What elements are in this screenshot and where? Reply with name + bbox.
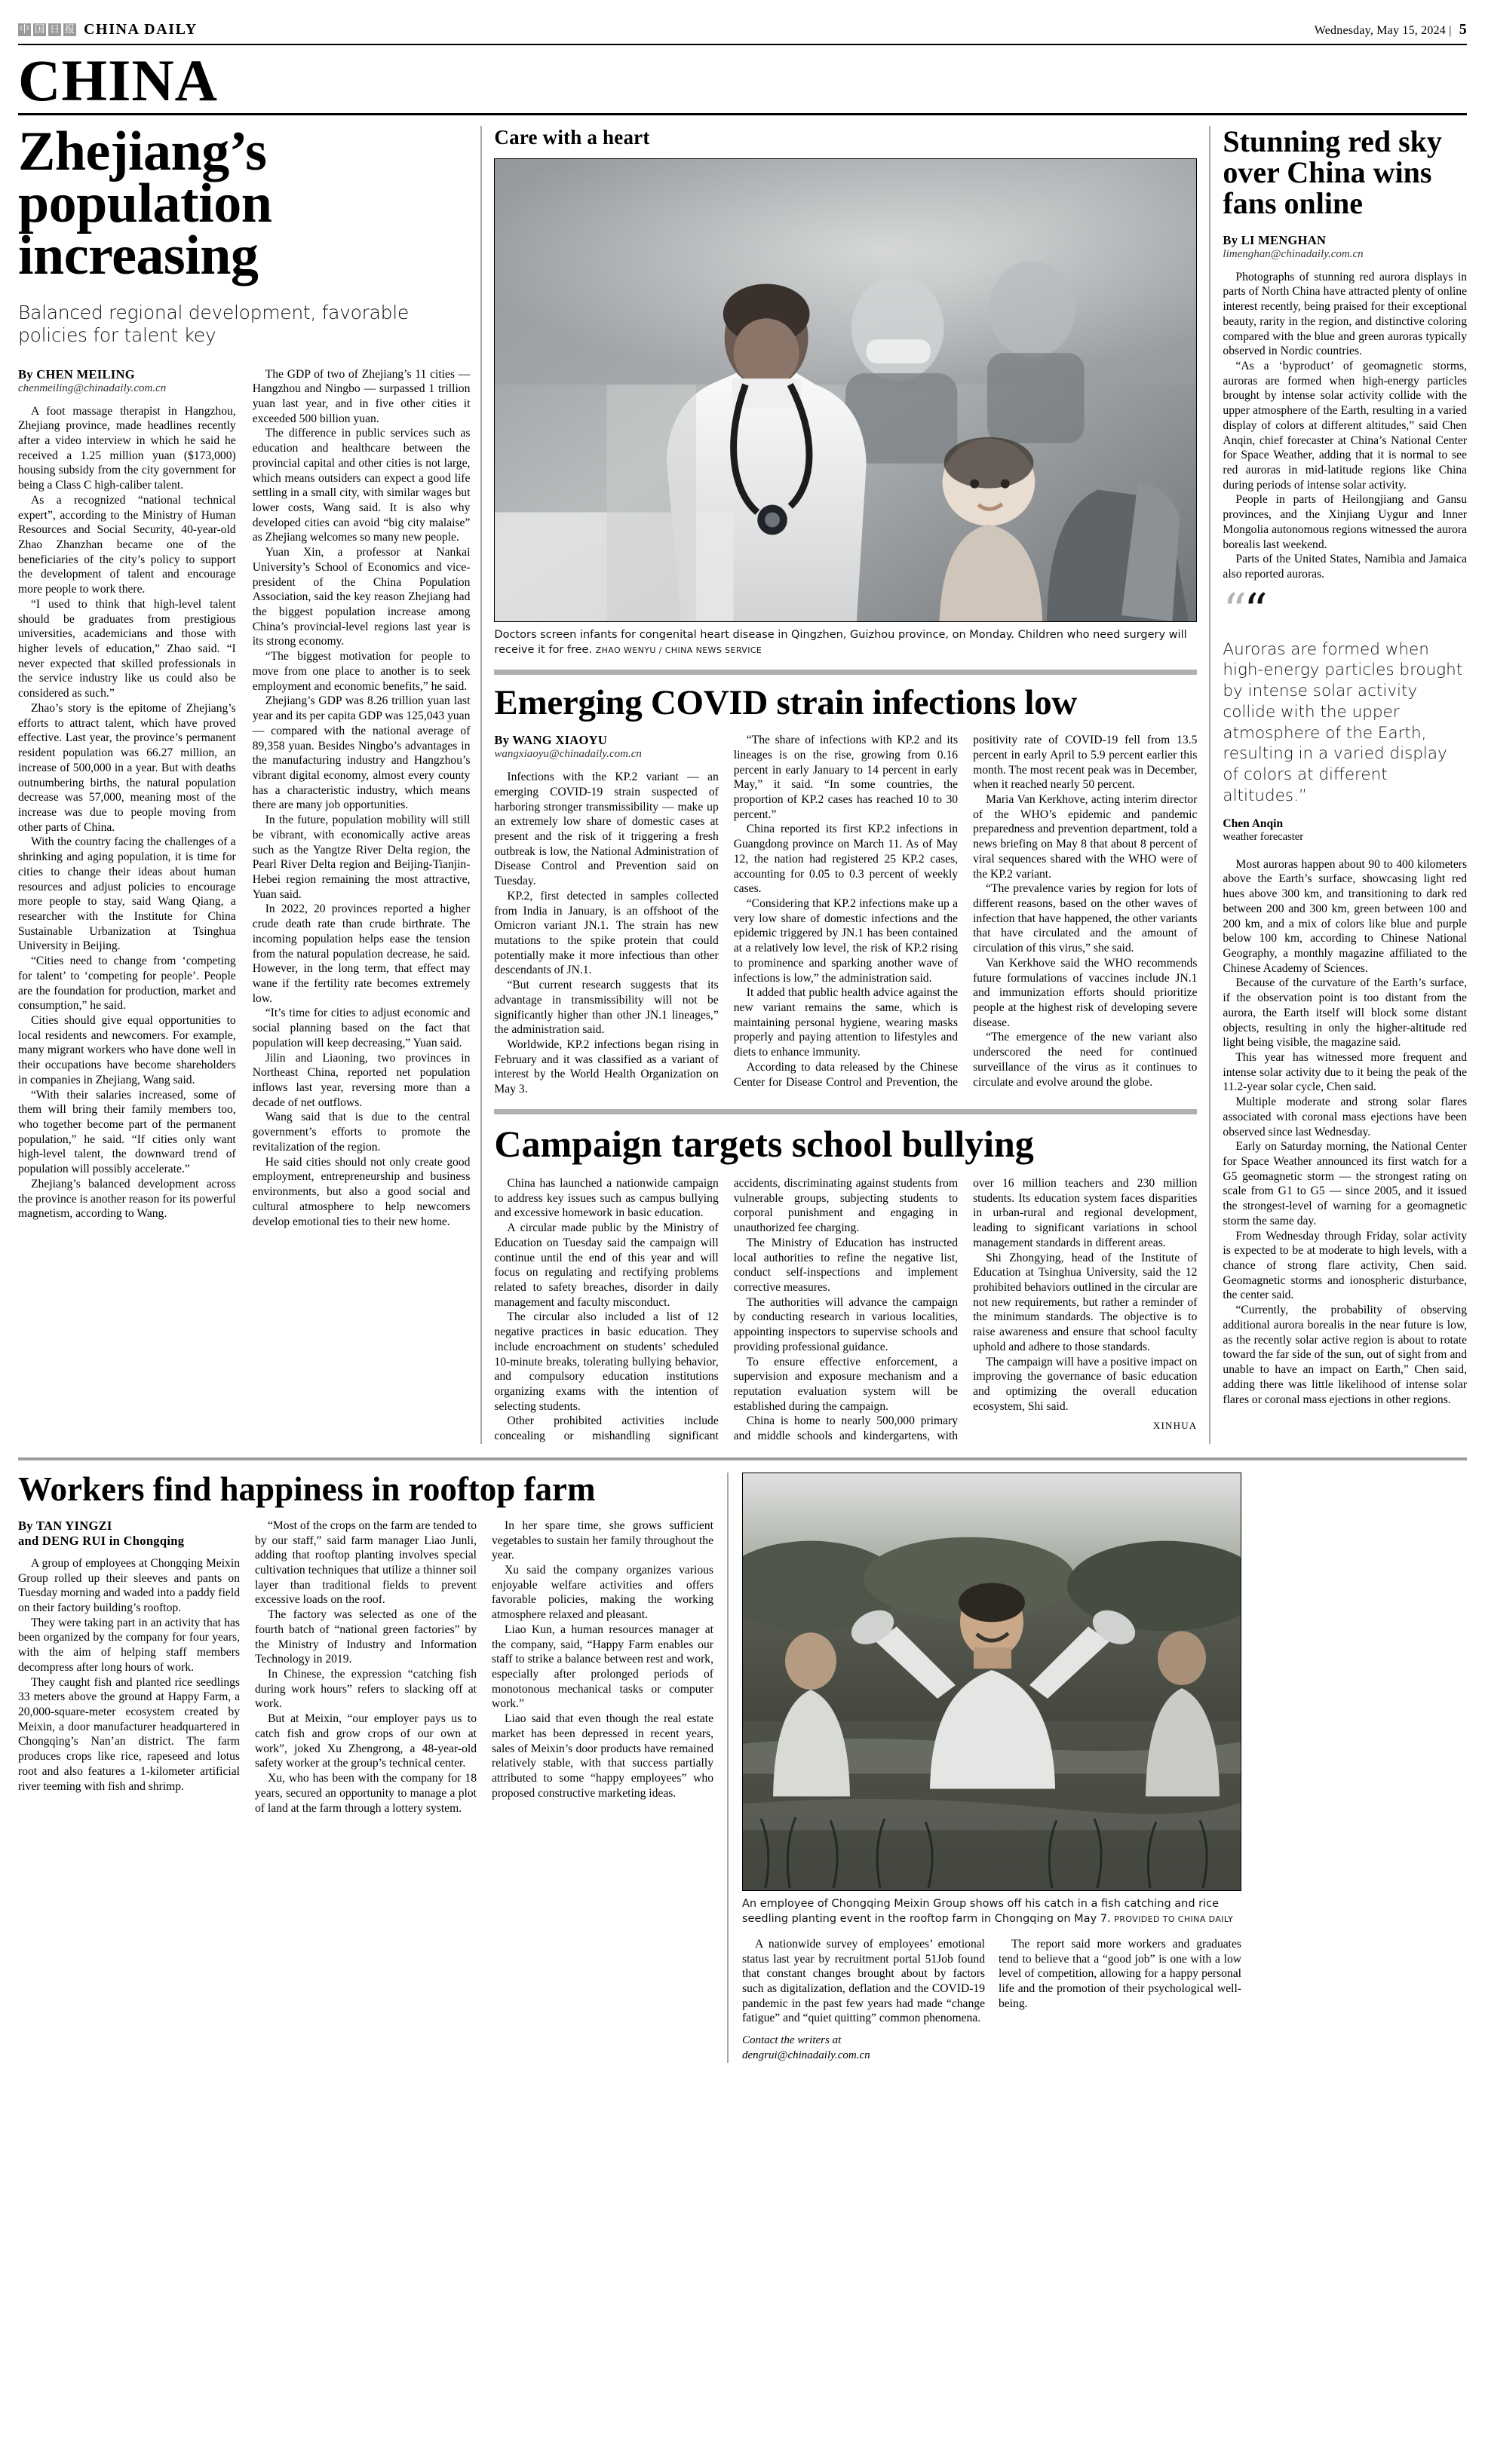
bullying-para-2: The circular also included a list of 12 negative practices in basic education. They include encroachment on students’ scheduled 10-minute breaks, tolerating bullying behavior, and compulsory education institutions organizing exams with the intention of selecting students. [494,1310,719,1413]
covid-body [494,733,1197,1097]
covid-para-0: Infections with the KP.2 variant — an emerging COVID-19 strain suspected of harboring stronger transmissibility — make up an extremely low share of domestic cases at present and the risk of it triggering a fresh outbreak is low, the National Administration of Disease Control and Prevention said on Tuesday. [494,771,719,888]
column-middle [480,126,1210,1444]
covid-byline: By WANG XIAOYU [494,733,608,748]
section-title: CHINA [18,48,219,113]
lead-para-1: As a recognized “national technical expert”, according to the Ministry of Human Resources and Social Security, 40-year-old Zhao Zhanzhan became one of the beneficiaries of the city’s policy to support the development of talent and encourage more people to work there. [18,493,236,596]
rooftop-para-0: A group of employees at Chongqing Meixin Group rolled up their sleeves and pants on Tuesday morning and waded into a paddy field on their factory building’s rooftop. [18,1556,240,1614]
rooftop-headline: Workers find happiness in rooftop farm [18,1470,596,1508]
lead-para-18: Wang said that is due to the central government’s efforts to promote the revitalization of the region. [252,1111,471,1154]
lead-para-4: With the country facing the challenges of a shrinking and aging population, it is time for cities to change their ideas about human resources and adjust policies to encourage more people to stay, said Wang Qiang, a researcher with the Institute for China Sustainable Urbanization at Tsinghua University in Beijing. [18,835,236,953]
aurora-headline: Stunning red sky over China wins fans online [1223,124,1442,221]
rooftop-caption-text: An employee of Chongqing Meixin Group shows off his catch in a fish catching and rice seedling planting event in the rooftop farm in Chongqing on May 7. [742,1897,1220,1925]
covid-para-7: It added that public health advice against the new variant remains the same, which is maintaining personal hygiene, wearing masks properly and paying attention to lifestyles and diets to enhance immunity. [733,986,959,1059]
rooftop-para-12: A nationwide survey of employees’ emotional status last year by recruitment portal 51Job found that constant changes brought about by factors such as digitalization, deflation and the COVID-19 pandemic in the past few years had made “change fatigue” and “quiet quitting” common phenomena. [742,1937,985,2025]
rooftop-contact [742,2033,985,2063]
rooftop-para-13: The report said more workers and graduates tend to believe that a “good job” is one with a low level of competition, allowing for a happy personal life and the promotion of their psychological well-being. [999,1937,1241,2010]
lead-para-13: Zhejiang’s GDP was 8.26 trillion yuan last year and its per capita GDP was 125,043 yuan — compared with the national average of 89,358 yuan. Besides Ningbo’s advantages in the manufacturing industry and Hangzhou’s vibrant digital economy, almost every county has a characteristic industry, which means there are many job opportunities. [252,694,471,812]
rooftop-para-1: They were taking part in an activity that has been organized by the company for four years, with the aim of helping staff members decompress after long hours of work. [18,1616,240,1674]
page-number: 5 [1459,21,1467,38]
photo-caption [494,627,1197,657]
aurora-after-0: Most auroras happen about 90 to 400 kilometers above the Earth’s surface, showcasing light red hues above 300 km, and transitioning to dark red between 200 and 300 km, green between 100 and 200 km, and a mix of colors like blue and purple below 100 km, according to Chinese National Geography, a monthly magazine affiliated to the Chinese Academy of Sciences. [1223,857,1468,975]
aurora-pullquote [1223,582,1467,844]
bullying-body [494,1176,1197,1444]
covid-para-9: Maria Van Kerkhove, acting interim director of the WHO’s epidemic and pandemic preparedness and prevention department, told a news briefing on May 8 that about 8 percent of viral sequences shared with the WHO were of the KP.2 variant. [973,792,1198,881]
covid-para-3: Worldwide, KP.2 infections began rising in February and it was classified as a variant of interest by the World Health Organization on May 3. [494,1038,719,1096]
aurora-after-3: Multiple moderate and strong solar flares associated with coronal mass ejections have been observed since last Wednesday. [1223,1096,1468,1139]
photo-credit: ZHAO WENYU / CHINA NEWS SERVICE [595,645,762,656]
photo-doctors-svg [495,159,1196,621]
rooftop-text-block [18,1470,727,2063]
bullying-para-5: The authorities will advance the campaign by conducting research in various localities, appointing inspectors to supervise schools and providing professional guidance. [733,1295,959,1353]
lead-para-14: In the future, population mobility will still be vibrant, with economically active areas such as the Yangtze River Delta region, the Pearl River Delta region and Beijing-Tianjin-Hebei region remaining the most attractive, Yuan said. [252,814,471,901]
lead-para-3: Zhao’s story is the epitome of Zhejiang’s efforts to attract talent, which have proved effective. Last year, the province’s permanent resident population was 66.27 million, an increase of 500,000 in a year. But with deaths outnumbering births, the natural population decrease was 57,000, meaning most of the increase was due to people moving from other parts of China. [18,701,236,834]
covid-para-5: China reported its first KP.2 infections in Guangdong province on March 11. As of May 12, the nation had registered 25 KP.2 cases, accounting for 0.05 to 0.3 percent of weekly cases. [733,823,959,896]
logo-char-2: 日 [49,24,60,35]
lead-para-6: Cities should give equal opportunities to local residents and newcomers. For example, many migrant workers who have done well in their occupations have become shareholders in companies in Zhejiang, Wang said. [18,1014,236,1086]
rooftop-tail-col-1 [742,1937,985,2063]
rooftop-para-2: They caught fish and planted rice seedlings 33 meters above the ground at Happy Farm, a 20,000-square-meter ecosystem created by Meixin, a door manufacturer headquartered in Chongqing’s Nan’an district. The farm produces crops like rice, rapeseed and lotus root and also features a 1-kilometer artificial river teeming with fish and shrimp. [18,1675,240,1793]
covid-para-10: “The prevalence varies by region for lots of different reasons, based on the other waves of infection that have happened, the other variants that have circulated and the amount of circulation of this virus,” she said. [973,882,1198,955]
logo-char-1: 国 [34,24,44,35]
publication-date: Wednesday, May 15, 2024 [1314,24,1446,37]
bullying-para-6: To ensure effective enforcement, a supervision and exposure mechanism and a reputation evaluation system will be established during the campaign. [733,1355,959,1413]
rooftop-byline: By TAN YINGZI [18,1518,112,1533]
rooftop-contact-line-1: Contact the writers at [742,2034,842,2047]
lead-byline-email: chenmeiling@chinadaily.com.cn [18,382,167,394]
column-left [18,121,480,1444]
rooftop-para-8: In her spare time, she grows sufficient vegetables to sustain her family throughout the year. [492,1519,713,1562]
rooftop-para-10: Liao Kun, a human resources manager at the company, said, “Happy Farm enables our staff to strike a balance between rest and work, especially after prolonged periods of monotonous mechanical tasks or computer work.” [492,1623,713,1711]
rooftop-section [18,1470,1467,2063]
bullying-para-8: Shi Zhongying, head of the Institute of Education at Tsinghua University, said the 12 prohibited behaviors outlined in the circular are not new requirements, but rather a reminder of the minimum standards. The objective is to raise awareness and ensure that school faculty uphold and adhere to those standards. [973,1251,1198,1353]
bullying-para-1: A circular made public by the Ministry of Education on Tuesday said the campaign will continue until the end of this year and will focus on regulating and rectifying problems related to safety breaches, disorder in daily management and faculty misconduct. [494,1221,719,1309]
rooftop-para-3: “Most of the crops on the farm are tended to by our staff,” said farm manager Liao Junli, adding that rooftop planting involves special cultivation techniques that utilize a thinner soil layer than traditional fields to prevent excessive loads on the roof. [255,1519,477,1607]
lead-subhead: Balanced regional development, favorable policies for talent key [18,301,409,347]
lead-para-2: “I used to think that high-level talent should be graduates from prestigious universities, academicians and those with higher levels of education,” Zhao said. “I never expected that skilled professionals in the service industry like us could also be considered as such.” [18,597,236,700]
lead-para-9: The GDP of two of Zhejiang’s 11 cities — Hangzhou and Ningbo — surpassed 1 trillion yuan last year, and in five other cities it exceeded 500 billion yuan. [252,367,471,425]
chinese-logo-icon [18,23,76,36]
rooftop-divider [18,1457,1467,1460]
bullying-source: XINHUA [1152,1420,1198,1432]
lead-para-16: “It’s time for cities to adjust economic and social planning based on the fact that population will keep decreasing,” Yuan said. [252,1007,471,1050]
aurora-para-0: Photographs of stunning red aurora displays in parts of North China have attracted plenty of online interest recently, being praised for their exceptional beauty, rarity in the region, and distinctive coloring compared with the blue and green auroras typically observed in Nordic countries. [1223,270,1468,358]
rooftop-byline-2: and DENG RUI in Chongqing [18,1533,185,1548]
lead-para-0: A foot massage therapist in Hangzhou, Zhejiang province, made headlines recently after a video interview in which he said he received a 1.25 million yuan ($173,000) housing subsidy from the city government for being a Class C high-caliber talent. [18,404,236,492]
photo-caption-text: Doctors screen infants for congenital heart disease in Qingzhen, Guizhou province, on Monday. Children who need surgery will receive it for free. [494,629,1187,657]
section-rule [18,113,1467,115]
quote-mark-icon: ““ [1223,582,1265,638]
covid-divider [494,670,1197,675]
photo-rooftop-farm [742,1473,1241,1891]
covid-para-1: KP.2, first detected in samples collected from India in January, is an offshoot of the Omicron variant JN.1. The strain has new mutations to the spike protein that could potentially make it more infectious than other descendants of JN.1. [494,889,719,977]
rooftop-para-11: Liao said that even though the real estate market has been depressed in recent years, sales of Meixin’s door products have remained relatively stable, with that success partially attributed to some “happy employees” who proposed constructive marketing ideas. [492,1712,713,1800]
aurora-after-5: From Wednesday through Friday, solar activity is expected to be at moderate to high levels, with a chance of strong flare activity, Chen said. Geomagnetic storms and ionospheric disturbance, the center said. [1223,1229,1468,1302]
lead-headline: Zhejiang’s population increasing [18,121,272,287]
pullquote-text: Auroras are formed when high-energy particles brought by intense solar activity collide with the upper atmosphere of the Earth, resulting in a varied display of colors at different altitudes.” [1223,639,1463,805]
lead-body [18,367,470,1230]
page-grid [18,121,1468,1444]
paper-name: CHINA DAILY [84,21,198,38]
lead-para-17: Jilin and Liaoning, two provinces in Northeast China, reported net population inflows last year, reversing more than a decade of net outflows. [252,1051,471,1109]
rooftop-photo-credit: PROVIDED TO CHINA DAILY [1114,1914,1234,1924]
aurora-after-6: “Currently, the probability of observing additional aurora borealis in the near future is low, as the recently solar active region is about to rotate toward the far side of the sun, out of sight from and unable to have an impact on Earth,” Chen said, adding there was little likelihood of intense solar flares or coronal mass ejections in other regions. [1223,1304,1468,1406]
bullying-para-4: The Ministry of Education has instructed local authorities to refine the negative list, conduct self-inspections and implement corrective measures. [733,1236,959,1294]
rooftop-para-6: But at Meixin, “our employer pays us to catch fish and grow crops of our own at work”, joked Xu Zhengrong, a 48-year-old safety worker at the group’s technical center. [255,1712,477,1770]
rooftop-para-5: In Chinese, the expression “catching fish during work hours” refers to slacking off at work. [255,1668,477,1711]
rooftop-photo-block [727,1473,1255,2063]
lead-para-7: “With their salaries increased, some of them will bring their family members too, who together become part of the permanent population,” he said. “If cities only want high-level talent, the downward trend of population will possibly accelerate.” [18,1088,236,1176]
rooftop-para-4: The factory was selected as one of the fourth batch of “national green factories” by the Ministry of Industry and Information Technology in 2019. [255,1608,477,1666]
masthead-brand [18,21,198,38]
bullying-para-7: China is home to nearly 500,000 primary and middle schools and kindergartens, with over 16 million teachers and 230 million students. Its education system faces disparities in urban-rural and regional development, leading to significant variations in school management standards in different areas. [733,1176,1198,1443]
covid-para-11: Van Kerkhove said the WHO recommends future formulations of vaccines include JN.1 and immunization efforts should prioritize people at the highest risk of developing severe disease. [973,956,1198,1029]
bullying-para-0: China has launched a nationwide campaign to address key issues such as campus bullying and excessive homework in basic education. [494,1176,719,1220]
lead-para-8: Zhejiang’s balanced development across the province is another reason for its powerful magnetism, according to Wang. [18,1177,236,1221]
photo-rooftop-svg [743,1473,1241,1890]
aurora-para-1: “As a ‘byproduct’ of geomagnetic storms, auroras are formed when high-energy particles brought by intense solar activity collide with the upper atmosphere of the Earth, resulting in a varied display of colors at different altitudes,” said Chen Anqin, chief forecaster at China’s National Center for Space Weather, adding that it is normal to see red auroras in mid-latitude regions like China during periods of intense solar activity. [1223,359,1468,492]
covid-para-8: According to data released by the Chinese Center for Disease Control and Prevention, the positivity rate of COVID-19 fell from 13.5 percent in early April to 5.9 percent earlier this month. The most recent peak was in December, when it reached nearly 50 percent. [733,734,1198,1089]
masthead [18,0,1467,38]
logo-char-3: 报 [64,24,75,35]
lead-para-5: “Cities need to change from ‘competing for talent’ to ‘competing for people’. People are the foundation for production, market and consumption,” he said. [18,955,236,1013]
logo-char-0: 中 [19,24,29,35]
rooftop-photo-caption [742,1896,1241,1926]
covid-headline: Emerging COVID strain infections low [494,683,1077,723]
pullquote-role: weather forecaster [1223,830,1304,843]
lead-para-11: Yuan Xin, a professor at Nankai University’s School of Economics and vice-president of the China Population Association, said the key reason Zhejiang had the biggest population increase among China’s provincial-level regions last year is its strong economy. [252,546,471,648]
aurora-para-3: Parts of the United States, Namibia and Jamaica also reported auroras. [1223,553,1468,581]
covid-para-2: “But current research suggests that its advantage in transmissibility will not be significantly higher than other JN.1 lineages,” the administration said. [494,979,719,1037]
rooftop-para-9: Xu said the company organizes various enjoyable welfare activities and offers favorable policies, making the working atmosphere relaxed and pleasant. [492,1564,713,1622]
aurora-after-4: Early on Saturday morning, the National Center for Space Weather announced its first watch for a G5 geomagnetic storm — the strongest rating on scale from G1 to G5 — since 2005, and it issued the strongest-level of warning for a geomagnetic storm the same day. [1223,1140,1468,1227]
aurora-byline-email: limenghan@chinadaily.com.cn [1223,247,1364,260]
column-right [1210,126,1467,1444]
covid-para-6: “Considering that KP.2 infections make up a very low share of domestic infections and the epidemic triggered by JN.1 has been contained at a relatively low level, the risk of KP.2 rising to prominence and sparking another wave of infections is low,” the administration said. [733,897,959,985]
section-header [18,45,1467,113]
covid-byline-email: wangxiaoyu@chinadaily.com.cn [494,748,642,761]
aurora-byline: By LI MENGHAN [1223,232,1327,247]
rooftop-para-7: Xu, who has been with the company for 18 years, secured an opportunity to manage a plot of land at the farm through a lottery system. [255,1772,477,1815]
bullying-divider [494,1109,1197,1114]
lead-para-19: He said cities should not only create good employment, entrepreneurship and business environments, but also a good social and cultural atmosphere to help newcomers develop emotional ties to their new home. [252,1155,471,1228]
bullying-headline: Campaign targets school bullying [494,1122,1034,1165]
rooftop-contact-line-2: dengrui@chinadaily.com.cn [742,2049,870,2061]
lead-byline: By CHEN MEILING [18,366,135,382]
lead-para-12: “The biggest motivation for people to move from one place to another is to seek employment and economic benefits,” he said. [252,650,471,693]
photo-doctors-screening [494,158,1197,622]
pullquote-attribution: Chen Anqin [1223,817,1284,830]
bullying-para-3: Other prohibited activities include concealing or mishandling significant accidents, discriminating against students from vulnerable groups, subjecting students to corporal punishment and engaging in unauthorized fee charging. [494,1176,959,1443]
covid-para-12: “The emergence of the new variant also underscored the need for continued surveillance of the virus as it continues to circulate and evolve around the globe. [973,1031,1198,1089]
covid-para-4: “The share of infections with KP.2 and its lineages is on the rise, growing from 0.16 percent in early January to 14 percent in early May,” it said. “In some countries, the proportion of KP.2 cases has reached 10 to 30 percent.” [733,734,959,821]
rooftop-body [18,1519,713,1816]
aurora-after-1: Because of the curvature of the Earth’s surface, if the observation point is too distant from the aurora, the Earth itself will block some distant objects, resulting in only the higher-altitude red light being visible, the magazine said. [1223,976,1468,1050]
rooftop-tail-col-2 [999,1937,1241,2063]
aurora-para-2: People in parts of Heilongjiang and Gansu provinces, and the Xinjiang Uygur and Inner Mongolia autonomous regions witnessed the aurora borealis last weekend. [1223,493,1468,551]
lead-para-15: In 2022, 20 provinces reported a higher crude death rate than crude birthrate. The incoming population helps ease the tension from the natural population decrease, he said. However, in the long term, that effect may wane if the fertility rate becomes extremely low. [252,903,471,1005]
aurora-after-2: This year has witnessed more frequent and intense solar activity due to it being the peak of the 11.2-year solar cycle, Chen said. [1223,1050,1468,1094]
rooftop-tail [742,1937,1241,2063]
bullying-para-9: The campaign will have a positive impact on improving the governance of basic education and optimizing the overall education ecosystem, Shi said. [973,1355,1198,1413]
photo-kicker: Care with a heart [494,126,650,149]
masthead-dateline [1315,21,1467,38]
dateline-separator: | [1449,24,1452,37]
lead-para-10: The difference in public services such as education and healthcare between the provincial capital and other cities is not large, which means outsiders can expect a good life settling in a small city, with similar wages but lower costs, Wang said. It is also why developed cities can avoid “big city malaise” as Zhejiang welcomes so many new people. [252,427,471,544]
